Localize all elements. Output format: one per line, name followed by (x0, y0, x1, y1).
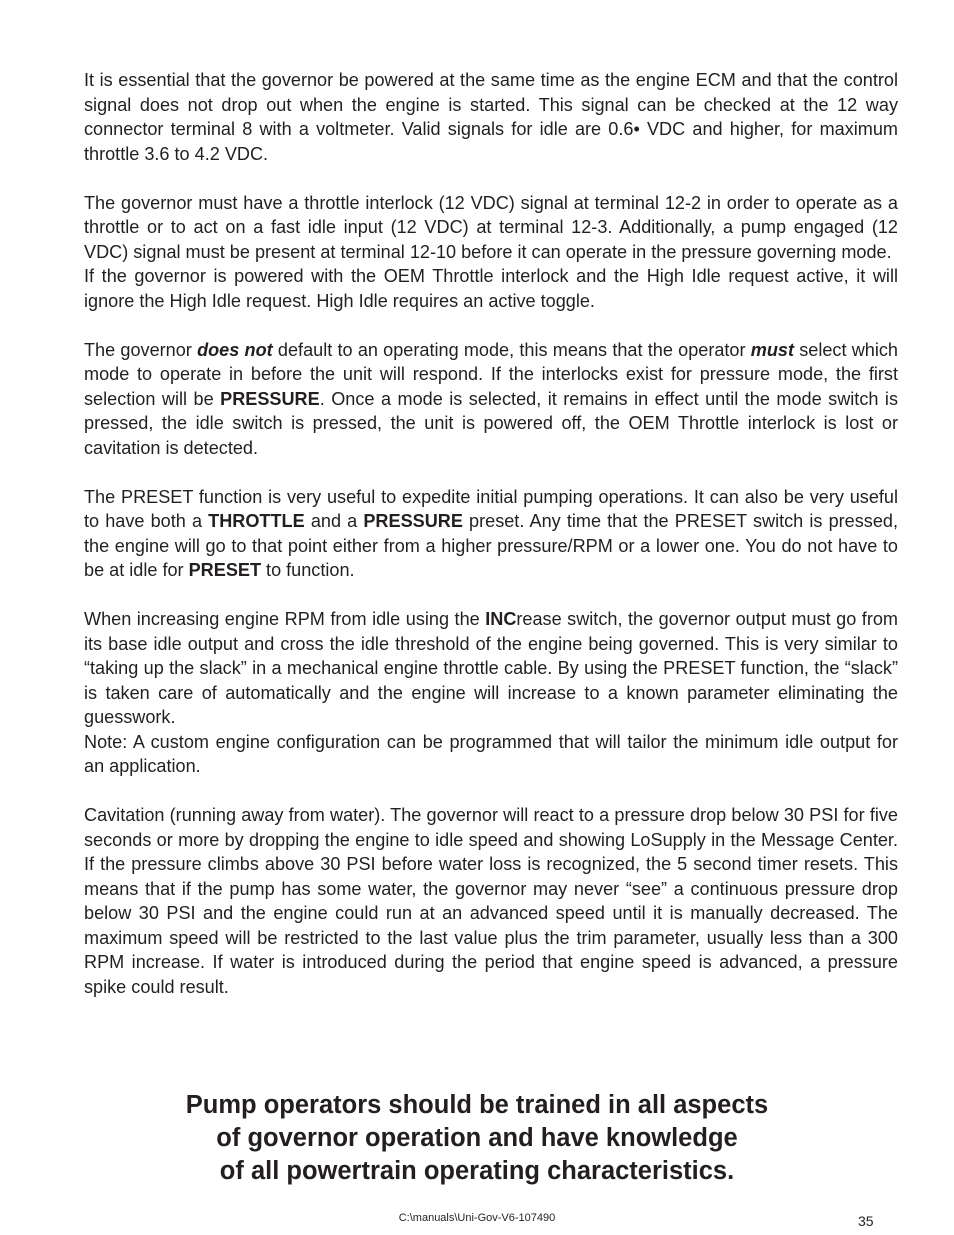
text-run: . Once a mode is selected, it remains in effect until the mode switch is pressed, the idle switch is pressed, the unit is powered off, the OEM Throttle interlock is lost or cavitation is detected. (84, 388, 898, 458)
emphasis-bold-italic: must (750, 339, 794, 360)
paragraph-increase-switch (84, 607, 898, 730)
text-run: select which mode to operate in before the unit will respond. If the interlocks exist for pressure mode, the first selection will be (84, 339, 898, 409)
paragraph-cavitation (84, 803, 898, 999)
footer-file-path: C:\manuals\Uni-Gov-V6-107490 (398, 1212, 556, 1224)
text-run: Note: A custom engine configuration can be programmed that will tailor the minimum idle output for an application. (84, 731, 898, 776)
text-run: to function. (261, 560, 355, 580)
emphasis-bold: PRESSURE (363, 511, 463, 531)
document-body (84, 68, 898, 1024)
text-run: When increasing engine RPM from idle using the (84, 609, 486, 629)
paragraph-interlock (84, 191, 898, 265)
warning-line-2: of governor operation and have knowledge (216, 1124, 738, 1152)
text-run: rease switch, the governor output must go from its base idle output and cross the idle threshold of the engine being governed. This is very similar to “taking up the slack” in a mechanical engine throttle cable. By using the PRESET function, the “slack” is taken care of automatically and the engine will increase to a known parameter eliminating the guesswork. (84, 609, 898, 727)
text-run: The governor must have a throttle interlock (12 VDC) signal at terminal 12-2 in order to operate as a throttle or to act on a fast idle input (12 VDC) at terminal 12-3. Additionally, a pump engaged (12 VDC) signal must be present at terminal 12-10 before it can operate in the pressure governing mode. (84, 192, 898, 262)
warning-line-3: of all powertrain operating characteristics. (219, 1157, 735, 1185)
paragraph-note (84, 730, 898, 779)
warning-line-1: Pump operators should be trained in all aspects (185, 1091, 769, 1119)
text-run: and a (304, 511, 364, 531)
paragraph-power-signal (84, 68, 898, 166)
emphasis-bold: INC (485, 609, 517, 629)
text-run: preset. Any time that the PRESET switch is pressed, the engine will go to that point either from a higher pressure/RPM or a lower one. You do not have to be at idle for (84, 511, 898, 580)
emphasis-bold-italic: does not (197, 339, 273, 360)
text-run: The PRESET function is very useful to expedite initial pumping operations. It can also be very useful to have both a (84, 486, 898, 531)
paragraph-preset (84, 485, 898, 583)
paragraph-high-idle (84, 264, 898, 313)
text-run: The governor (84, 339, 198, 360)
emphasis-bold: THROTTLE (208, 511, 305, 531)
text-run: If the governor is powered with the OEM Throttle interlock and the High Idle request active, it will ignore the High Idle request. High Idle requires an active toggle. (84, 266, 898, 311)
training-warning (0, 1089, 954, 1188)
paragraph-operating-mode (84, 338, 898, 461)
text-run: It is essential that the governor be powered at the same time as the engine ECM and that the control signal does not drop out when the engine is started. This signal can be checked at the 12 way connector terminal 8 with a voltmeter. Valid signals for idle are 0.6• VDC and higher, for maximum throttle 3.6 to 4.2 VDC. (84, 70, 898, 164)
text-run: default to an operating mode, this means that the operator (272, 339, 751, 360)
text-run: Cavitation (running away from water). The governor will react to a pressure drop below 30 PSI for five seconds or more by dropping the engine to idle speed and showing LoSupply in the Message Center. If the pressure climbs above 30 PSI before water loss is recognized, the 5 second timer resets. This means that if the pump has some water, the governor may never “see” a continuous pressure drop below 30 PSI and the engine could run at an advanced speed until it is manually decreased. The maximum speed will be restricted to the last value plus the trim parameter, usually less than a 300 RPM increase. If water is introduced during the period that engine speed is advanced, a pressure spike could result. (84, 805, 898, 997)
emphasis-bold: PRESET (188, 560, 262, 580)
emphasis-bold: PRESSURE (220, 388, 320, 409)
page-number: 35 (858, 1213, 874, 1229)
